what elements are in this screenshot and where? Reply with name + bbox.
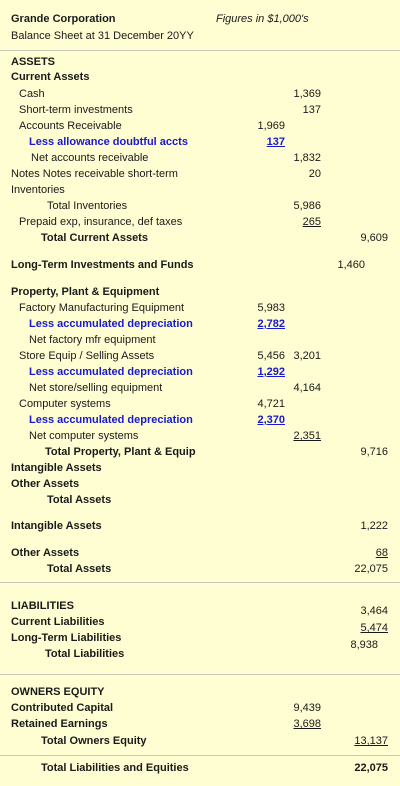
cash-label: Cash	[19, 88, 45, 100]
retained-earnings-value: 3,698	[293, 718, 321, 730]
units-note: Figures in $1,000's	[216, 13, 309, 25]
factory-value: 5,983	[257, 302, 285, 314]
computer-dep-label: Less accumulated depreciation	[29, 414, 193, 426]
liabilities-heading: LIABILITIES	[11, 600, 74, 612]
store-value: 5,456	[257, 350, 285, 362]
ar-value: 1,969	[257, 120, 285, 132]
divider	[0, 674, 400, 675]
intangible-value: 1,222	[360, 520, 388, 532]
divider	[0, 755, 400, 756]
equity-heading: OWNERS EQUITY	[11, 686, 105, 698]
net-ar-label: Net accounts receivable	[31, 152, 149, 164]
total-ppe-value: 9,716	[360, 446, 388, 458]
divider	[0, 582, 400, 583]
net-computer-label: Net computer systems	[29, 430, 139, 442]
total-current-assets-label: Total Current Assets	[41, 232, 148, 244]
factory-dep-label: Less accumulated depreciation	[29, 318, 193, 330]
net-store-label: Net store/selling equipment	[29, 382, 163, 394]
grand-total-label: Total Liabilities and Equities	[41, 762, 189, 774]
total-assets-value: 22,075	[354, 563, 388, 575]
computer-label: Computer systems	[19, 398, 111, 410]
allowance-label: Less allowance doubtful accts	[29, 136, 188, 148]
notes-value: 20	[308, 168, 321, 180]
total-equity-value: 13,137	[354, 735, 388, 747]
computer-dep-value: 2,370	[257, 414, 285, 426]
lt-liabilities-value: 5,474	[360, 622, 388, 634]
total-liabilities-value: 8,938	[350, 639, 378, 651]
store-dep-label: Less accumulated depreciation	[29, 366, 193, 378]
other-inline-label: Other Assets	[11, 478, 80, 490]
factory-dep-value: 2,782	[257, 318, 285, 330]
notes-label: Notes Notes receivable short-term	[11, 168, 178, 180]
sti-label: Short-term investments	[19, 104, 133, 116]
cash-value: 1,369	[293, 88, 321, 100]
current-assets-label: Current Assets	[11, 71, 90, 83]
prepaid-label: Prepaid exp, insurance, def taxes	[19, 216, 183, 228]
store-dep-value: 1,292	[257, 366, 285, 378]
net-factory-label: Net factory mfr equipment	[29, 334, 156, 346]
lt-investments-value: 1,460	[337, 259, 365, 271]
other-assets-label: Other Assets	[11, 547, 80, 559]
divider	[0, 50, 400, 51]
sti-value: 137	[302, 104, 321, 116]
total-liabilities-label: Total Liabilities	[45, 648, 125, 660]
total-inventories-label: Total Inventories	[47, 200, 128, 212]
other-assets-value: 68	[375, 547, 388, 559]
store-label: Store Equip / Selling Assets	[19, 350, 155, 362]
current-liabilities-label: Current Liabilities	[11, 616, 105, 628]
company-name: Grande Corporation	[11, 13, 116, 25]
sheet-subtitle: Balance Sheet at 31 December 20YY	[11, 30, 194, 42]
current-liabilities-value: 3,464	[360, 605, 388, 617]
total-current-assets-value: 9,609	[360, 232, 388, 244]
total-inventories-value: 5,986	[293, 200, 321, 212]
computer-value: 4,721	[257, 398, 285, 410]
net-store-value: 4,164	[293, 382, 321, 394]
total-assets-label: Total Assets	[47, 563, 112, 575]
inventories-label: Inventories	[11, 184, 65, 196]
ar-label: Accounts Receivable	[19, 120, 122, 132]
grand-total-value: 22,075	[354, 762, 388, 774]
lt-liabilities-label: Long-Term Liabilities	[11, 632, 122, 644]
net-computer-value: 2,351	[293, 430, 321, 442]
total-equity-label: Total Owners Equity	[41, 735, 147, 747]
lt-investments-label: Long-Term Investments and Funds	[11, 259, 194, 271]
factory-label: Factory Manufacturing Equipment	[19, 302, 185, 314]
allowance-value: 137	[266, 136, 285, 148]
contributed-capital-label: Contributed Capital	[11, 702, 114, 714]
contributed-capital-value: 9,439	[293, 702, 321, 714]
assets-heading: ASSETS	[11, 56, 56, 68]
ppe-label: Property, Plant & Equipment	[11, 286, 160, 298]
total-ppe-label: Total Property, Plant & Equip	[45, 446, 196, 458]
intangible-label: Intangible Assets	[11, 520, 102, 532]
total-assets-inline-label: Total Assets	[47, 494, 112, 506]
store-net-inline-value: 3,201	[293, 350, 321, 362]
net-ar-value: 1,832	[293, 152, 321, 164]
prepaid-value: 265	[302, 216, 321, 228]
intangible-inline-label: Intangible Assets	[11, 462, 102, 474]
retained-earnings-label: Retained Earnings	[11, 718, 108, 730]
